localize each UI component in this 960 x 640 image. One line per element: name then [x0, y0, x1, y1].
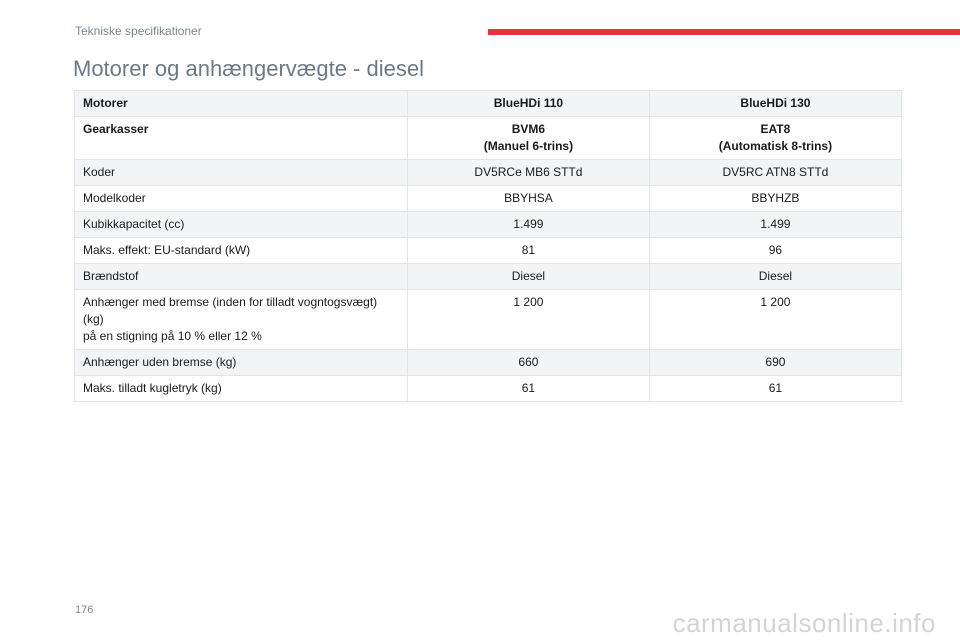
row-label: Brændstof: [75, 264, 408, 290]
cell-value: 690: [649, 350, 901, 376]
row-label: Gearkasser: [75, 117, 408, 160]
table-row-trailer-braked: [75, 290, 902, 350]
gearbox-cell: [649, 117, 901, 160]
cell-value: DV5RCe MB6 STTd: [408, 160, 650, 186]
table-row-gearbox: [75, 117, 902, 160]
label-line: Anhænger med bremse (inden for tilladt vogntogsvægt): [83, 295, 378, 309]
page-number: 176: [75, 604, 94, 616]
cell-value: Diesel: [408, 264, 650, 290]
gearbox-cell: [408, 117, 650, 160]
table-row: [75, 264, 902, 290]
cell-value: BBYHZB: [649, 186, 901, 212]
table-row: [75, 238, 902, 264]
table-row: [75, 350, 902, 376]
row-label: Koder: [75, 160, 408, 186]
cell-line: (Automatisk 8-trins): [718, 139, 833, 153]
column-header: BlueHDi 110: [408, 91, 650, 117]
row-label: Maks. tilladt kugletryk (kg): [75, 376, 408, 402]
section-label: Tekniske specifikationer: [75, 24, 202, 38]
spec-table: [74, 90, 902, 402]
cell-value: 1.499: [649, 212, 901, 238]
accent-bar: [488, 29, 960, 35]
row-label: Maks. effekt: EU-standard (kW): [75, 238, 408, 264]
cell-line: (Manuel 6-trins): [483, 139, 574, 153]
cell-value: Diesel: [649, 264, 901, 290]
cell-value: BBYHSA: [408, 186, 650, 212]
table-row: [75, 376, 902, 402]
cell-value: DV5RC ATN8 STTd: [649, 160, 901, 186]
cell-value: 1 200: [408, 290, 650, 350]
cell-value: 1 200: [649, 290, 901, 350]
column-header: Motorer: [75, 91, 408, 117]
cell-line: EAT8: [760, 122, 791, 136]
page-title: Motorer og anhængervægte - diesel: [73, 56, 424, 81]
row-label: Anhænger uden bremse (kg): [75, 350, 408, 376]
table-row: [75, 186, 902, 212]
cell-line: BVM6: [511, 122, 546, 136]
table-header-row: [75, 91, 902, 117]
row-label: [75, 290, 408, 350]
cell-value: 81: [408, 238, 650, 264]
row-label: Kubikkapacitet (cc): [75, 212, 408, 238]
label-line: på en stigning på 10 % eller 12 %: [83, 329, 262, 343]
cell-value: 660: [408, 350, 650, 376]
table-row: [75, 212, 902, 238]
row-label: Modelkoder: [75, 186, 408, 212]
cell-value: 61: [649, 376, 901, 402]
table-row: [75, 160, 902, 186]
watermark: carmanualsonline.info: [672, 608, 936, 638]
column-header: BlueHDi 130: [649, 91, 901, 117]
cell-value: 1.499: [408, 212, 650, 238]
label-line: (kg): [83, 312, 104, 326]
cell-value: 96: [649, 238, 901, 264]
cell-value: 61: [408, 376, 650, 402]
